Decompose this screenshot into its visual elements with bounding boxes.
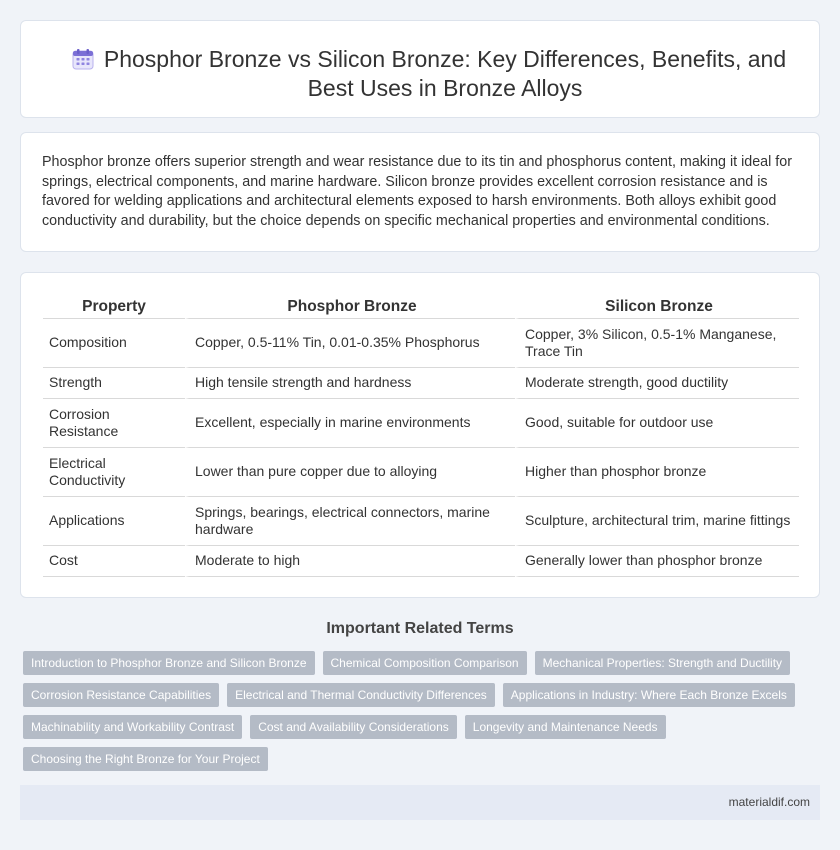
related-terms-list — [23, 651, 803, 779]
related-terms-heading: Important Related Terms — [326, 620, 514, 637]
related-term-tag[interactable]: Corrosion Resistance Capabilities — [23, 683, 219, 707]
property-cell: Applications — [43, 497, 185, 546]
property-cell: Electrical Conductivity — [43, 448, 185, 497]
property-cell: Strength — [43, 368, 185, 399]
related-term-tag[interactable]: Electrical and Thermal Conductivity Differences — [227, 683, 495, 707]
silicon-bronze-cell: Good, suitable for outdoor use — [515, 399, 799, 448]
related-term-tag[interactable]: Mechanical Properties: Strength and Ductility — [535, 651, 790, 675]
footer-site-name[interactable]: materialdif.com — [728, 795, 810, 809]
silicon-bronze-cell: Sculpture, architectural trim, marine fittings — [515, 497, 799, 546]
property-cell: Corrosion Resistance — [43, 399, 185, 448]
silicon-bronze-cell: Higher than phosphor bronze — [515, 448, 799, 497]
comparison-table — [43, 296, 799, 577]
phosphor-bronze-cell: Lower than pure copper due to alloying — [185, 448, 515, 497]
summary-card — [20, 132, 820, 252]
phosphor-bronze-cell: Excellent, especially in marine environments — [185, 399, 515, 448]
table-header-row — [43, 296, 799, 319]
column-header-phosphor-bronze: Phosphor Bronze — [185, 296, 515, 319]
related-term-tag[interactable]: Applications in Industry: Where Each Bronze Excels — [503, 683, 795, 707]
title-card — [20, 20, 820, 118]
table-row — [43, 368, 799, 399]
page-title: Phosphor Bronze vs Silicon Bronze: Key Differences, Benefits, and Best Uses in Bronze Alloys — [103, 46, 787, 101]
footer — [20, 785, 820, 820]
table-row — [43, 497, 799, 546]
phosphor-bronze-cell: High tensile strength and hardness — [185, 368, 515, 399]
comparison-table-card — [20, 272, 820, 598]
property-cell: Cost — [43, 546, 185, 577]
silicon-bronze-cell: Generally lower than phosphor bronze — [515, 546, 799, 577]
table-row — [43, 546, 799, 577]
related-term-tag[interactable]: Introduction to Phosphor Bronze and Silicon Bronze — [23, 651, 315, 675]
silicon-bronze-cell: Moderate strength, good ductility — [515, 368, 799, 399]
phosphor-bronze-cell: Moderate to high — [185, 546, 515, 577]
column-header-silicon-bronze: Silicon Bronze — [515, 296, 799, 319]
phosphor-bronze-cell: Copper, 0.5-11% Tin, 0.01-0.35% Phosphorus — [185, 319, 515, 368]
summary-paragraph: Phosphor bronze offers superior strength and wear resistance due to its tin and phosphorus content, making it ideal for springs, electrical components, and marine hardware. Silicon bronze provides excellent corrosion resistance and is favored for welding applications and architectural elements exposed to harsh environments. Both alloys exhibit good conductivity and durability, but the choice depends on specific mechanical properties and environmental conditions. — [42, 154, 792, 229]
phosphor-bronze-cell: Springs, bearings, electrical connectors, marine hardware — [185, 497, 515, 546]
silicon-bronze-cell: Copper, 3% Silicon, 0.5-1% Manganese, Trace Tin — [515, 319, 799, 368]
table-row — [43, 319, 799, 368]
property-cell: Composition — [43, 319, 185, 368]
table-row — [43, 448, 799, 497]
table-row — [43, 399, 799, 448]
related-term-tag[interactable]: Chemical Composition Comparison — [323, 651, 527, 675]
related-term-tag[interactable]: Longevity and Maintenance Needs — [465, 715, 666, 739]
related-term-tag[interactable]: Cost and Availability Considerations — [250, 715, 457, 739]
related-term-tag[interactable]: Choosing the Right Bronze for Your Project — [23, 747, 268, 771]
related-term-tag[interactable]: Machinability and Workability Contrast — [23, 715, 242, 739]
column-header-property: Property — [43, 296, 185, 319]
